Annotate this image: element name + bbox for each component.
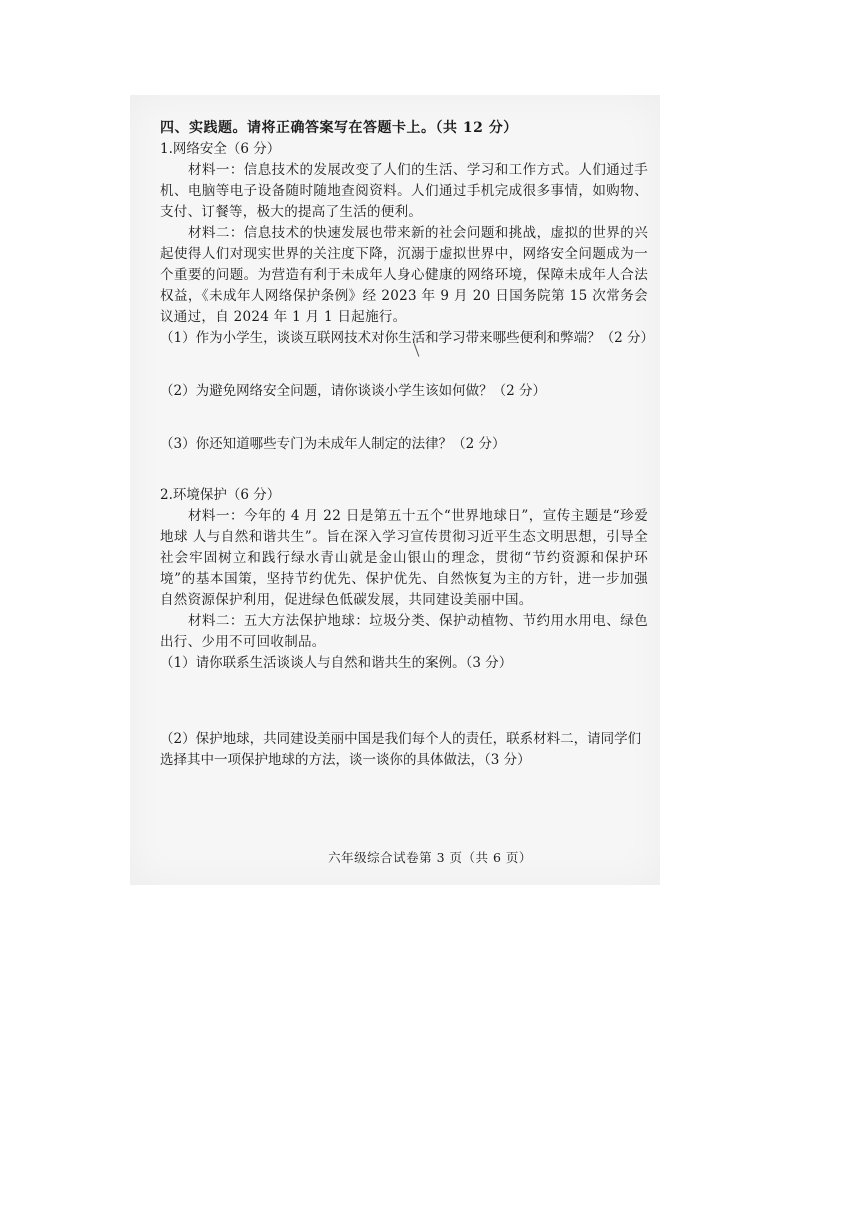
- question-2-sub-2: （2）保护地球，共同建设美丽中国是我们每个人的责任，联系材料二，请同学们选择其中一项保护地球的方法，谈一谈你的具体做法，（3 分）: [160, 731, 642, 768]
- question-1-sub-3: （3）你还知道哪些专门为未成年人制定的法律？（2 分）: [160, 436, 506, 452]
- question-2-sub-1: （1）请你联系生活谈谈人与自然和谐共生的案例。（3 分）: [160, 655, 513, 671]
- question-2-material-1: 材料一：今年的 4 月 22 日是第五十五个“世界地球日”，宣传主题是“珍爱地球 人与自然和谐共生”。旨在深入学习宣传贯彻习近平生态文明思想，引导全社会牢固树立和践行绿水青山就是金山银山的理念，贯彻“节约资源和保护环境”的基本国策，坚持节约优先、保护优先、自然恢复为主的方针，进一步加强自然资源保护利用，促进绿色低碳发展，共同建设美丽中国。: [160, 508, 648, 608]
- exam-content: [160, 118, 654, 771]
- section-title: 四、实践题。请将正确答案写在答题卡上。（共 12 分）: [160, 120, 518, 136]
- question-1-sub-1: （1）作为小学生，谈谈互联网技术对你生活和学习带来哪些便利和弊端？（2 分）: [160, 330, 654, 346]
- question-2-title: 2.环境保护（6 分）: [160, 487, 281, 503]
- question-1-title: 1.网络安全（6 分）: [160, 141, 281, 157]
- question-1-material-2: 材料二：信息技术的快速发展也带来新的社会问题和挑战，虚拟的世界的兴起使得人们对现实世界的关注度下降，沉溺于虚拟世界中，网络安全问题成为一个重要的问题。为营造有利于未成年人身心健康的网络环境，保障未成年人合法权益，《未成年人网络保护条例》经 2023 年 9 月 20 日国务院第 15 次常务会议通过，自 2024 年 1 月 1 日起施行。: [160, 225, 648, 325]
- question-1-material-1: 材料一：信息技术的发展改变了人们的生活、学习和工作方式。人们通过手机、电脑等电子设备随时随地查阅资料。人们通过手机完成很多事情，如购物、支付、订餐等，极大的提高了生活的便利。: [160, 162, 648, 220]
- page-footer: 六年级综合试卷第 3 页（共 6 页）: [328, 850, 532, 865]
- question-2-material-2: 材料二：五大方法保护地球：垃圾分类、保护动植物、节约用水用电、绿色出行、少用不可回收制品。: [160, 613, 648, 650]
- question-1-sub-2: （2）为避免网络安全问题，请你谈谈小学生该如何做？（2 分）: [160, 383, 546, 399]
